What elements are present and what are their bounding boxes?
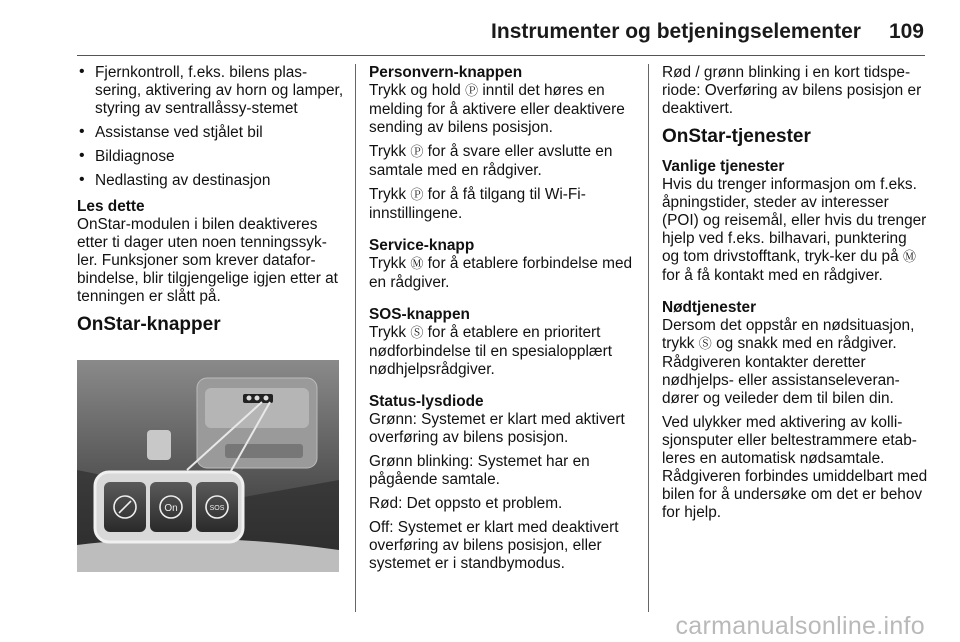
privacy-para-3: Trykk Ⓟ for å få tilgang til Wi-Fi-innstillingene. xyxy=(369,186,586,222)
status-para-green: Grønn: Systemet er klart med aktivert overføring av bilens posisjon. xyxy=(369,411,625,446)
emergency-para-2: Ved ulykker med aktivering av kolli-sjonsputer eller beltestrammere etab-leres en automatisk nødsamtale. Rådgiveren forbindes umiddelbart med bilen for å undersøke om det er behov for hjelp. xyxy=(662,414,928,521)
status-para-off: Off: Systemet er klart med deaktivert overføring av bilens posisjon, eller systemet er i standbymodus. xyxy=(369,519,619,572)
sos-heading: SOS-knappen xyxy=(369,306,470,323)
sos-icon: Ⓢ xyxy=(698,337,712,352)
on-button-label: On xyxy=(164,503,178,514)
bullet-icon: • xyxy=(79,171,85,188)
privacy-icon: Ⓟ xyxy=(465,84,479,99)
status-para-blink: Grønn blinking: Systemet har en pågående samtale. xyxy=(369,453,590,488)
column-1 xyxy=(77,64,345,346)
sos-button-label: SOS xyxy=(209,505,225,512)
list-item: • Assistanse ved stjålet bil xyxy=(79,123,263,141)
photo-illustration xyxy=(77,360,339,572)
service-icon: Ⓜ xyxy=(902,250,916,265)
bullet-icon: • xyxy=(79,63,85,80)
list-item: • Fjernkontroll, f.eks. bilens plas-sering, aktivering av horn og lamper, styring av sentrallåssy-stemet xyxy=(79,63,344,117)
onstar-buttons-photo xyxy=(77,360,339,572)
service-icon: Ⓜ xyxy=(410,257,424,272)
bullet-icon: • xyxy=(79,147,85,164)
sos-para: Trykk Ⓢ for å etablere en prioritert nødforbindelse til en spesialopplært nødhjelpsrådgiver. xyxy=(369,324,612,378)
note-box xyxy=(77,198,345,306)
privacy-icon: Ⓟ xyxy=(410,188,424,203)
service-heading: Service-knapp xyxy=(369,237,475,254)
emergency-heading: Nødtjenester xyxy=(662,299,757,316)
privacy-icon: Ⓟ xyxy=(410,145,424,160)
status-heading: Status-lysdiode xyxy=(369,393,484,410)
privacy-para-1: Trykk og hold Ⓟ inntil det høres en melding for å aktivere eller deaktivere sending av bilens posisjon. xyxy=(369,82,625,136)
header-rule xyxy=(77,55,925,56)
usual-services-heading: Vanlige tjenester xyxy=(662,158,785,175)
page-header xyxy=(0,20,924,44)
watermark: carmanualsonline.info xyxy=(675,612,925,640)
emergency-para-1: Dersom det oppstår en nødsituasjon, trykk Ⓢ og snakk med en rådgiver. Rådgiveren kontakter deretter nødhjelps- eller assistanseleveran-dører og veileder dem til bilen din. xyxy=(662,317,915,407)
list-item: • Nedlasting av destinasjon xyxy=(79,171,271,189)
column-2 xyxy=(369,64,635,579)
service-para: Trykk Ⓜ for å etablere forbindelse med en rådgiver. xyxy=(369,255,633,291)
bullet-icon: • xyxy=(79,123,85,140)
page-number: 109 xyxy=(888,20,924,43)
intro-para: Rød / grønn blinking i en kort tidspe-riode: Overføring av bilens posisjon er deaktivert. xyxy=(662,64,922,117)
sos-icon: Ⓢ xyxy=(410,326,424,341)
usual-services-para: Hvis du trenger informasjon om f.eks. åpningstider, steder av interesser (POI) og reisemål, eller hvis du trenger hjelp ved f.eks. bilhavari, punktering og tom drivstofftank, tryk-ker du på Ⓜ for å få kontakt med en rådgiver. xyxy=(662,176,927,284)
section-title-onstar-buttons: OnStar-knapper xyxy=(77,314,221,335)
column-divider-2 xyxy=(648,64,649,612)
page-title: Instrumenter og betjeningselementer xyxy=(491,20,861,43)
section-title-onstar-services: OnStar-tjenester xyxy=(662,126,811,147)
column-divider-1 xyxy=(355,64,356,612)
status-para-red: Rød: Det oppsto et problem. xyxy=(369,495,563,512)
column-3 xyxy=(662,64,928,528)
note-heading: Les dette xyxy=(77,198,145,215)
note-text: OnStar-modulen i bilen deaktiveres etter ti dager uten noen tenningssyk-ler. Funksjoner som krever datafor-bindelse, blir tilgjengelige igjen etter at tenningen er slått på. xyxy=(77,216,338,305)
privacy-heading: Personvern-knappen xyxy=(369,64,523,81)
privacy-para-2: Trykk Ⓟ for å svare eller avslutte en samtale med en rådgiver. xyxy=(369,143,613,179)
list-item: • Bildiagnose xyxy=(79,147,175,165)
